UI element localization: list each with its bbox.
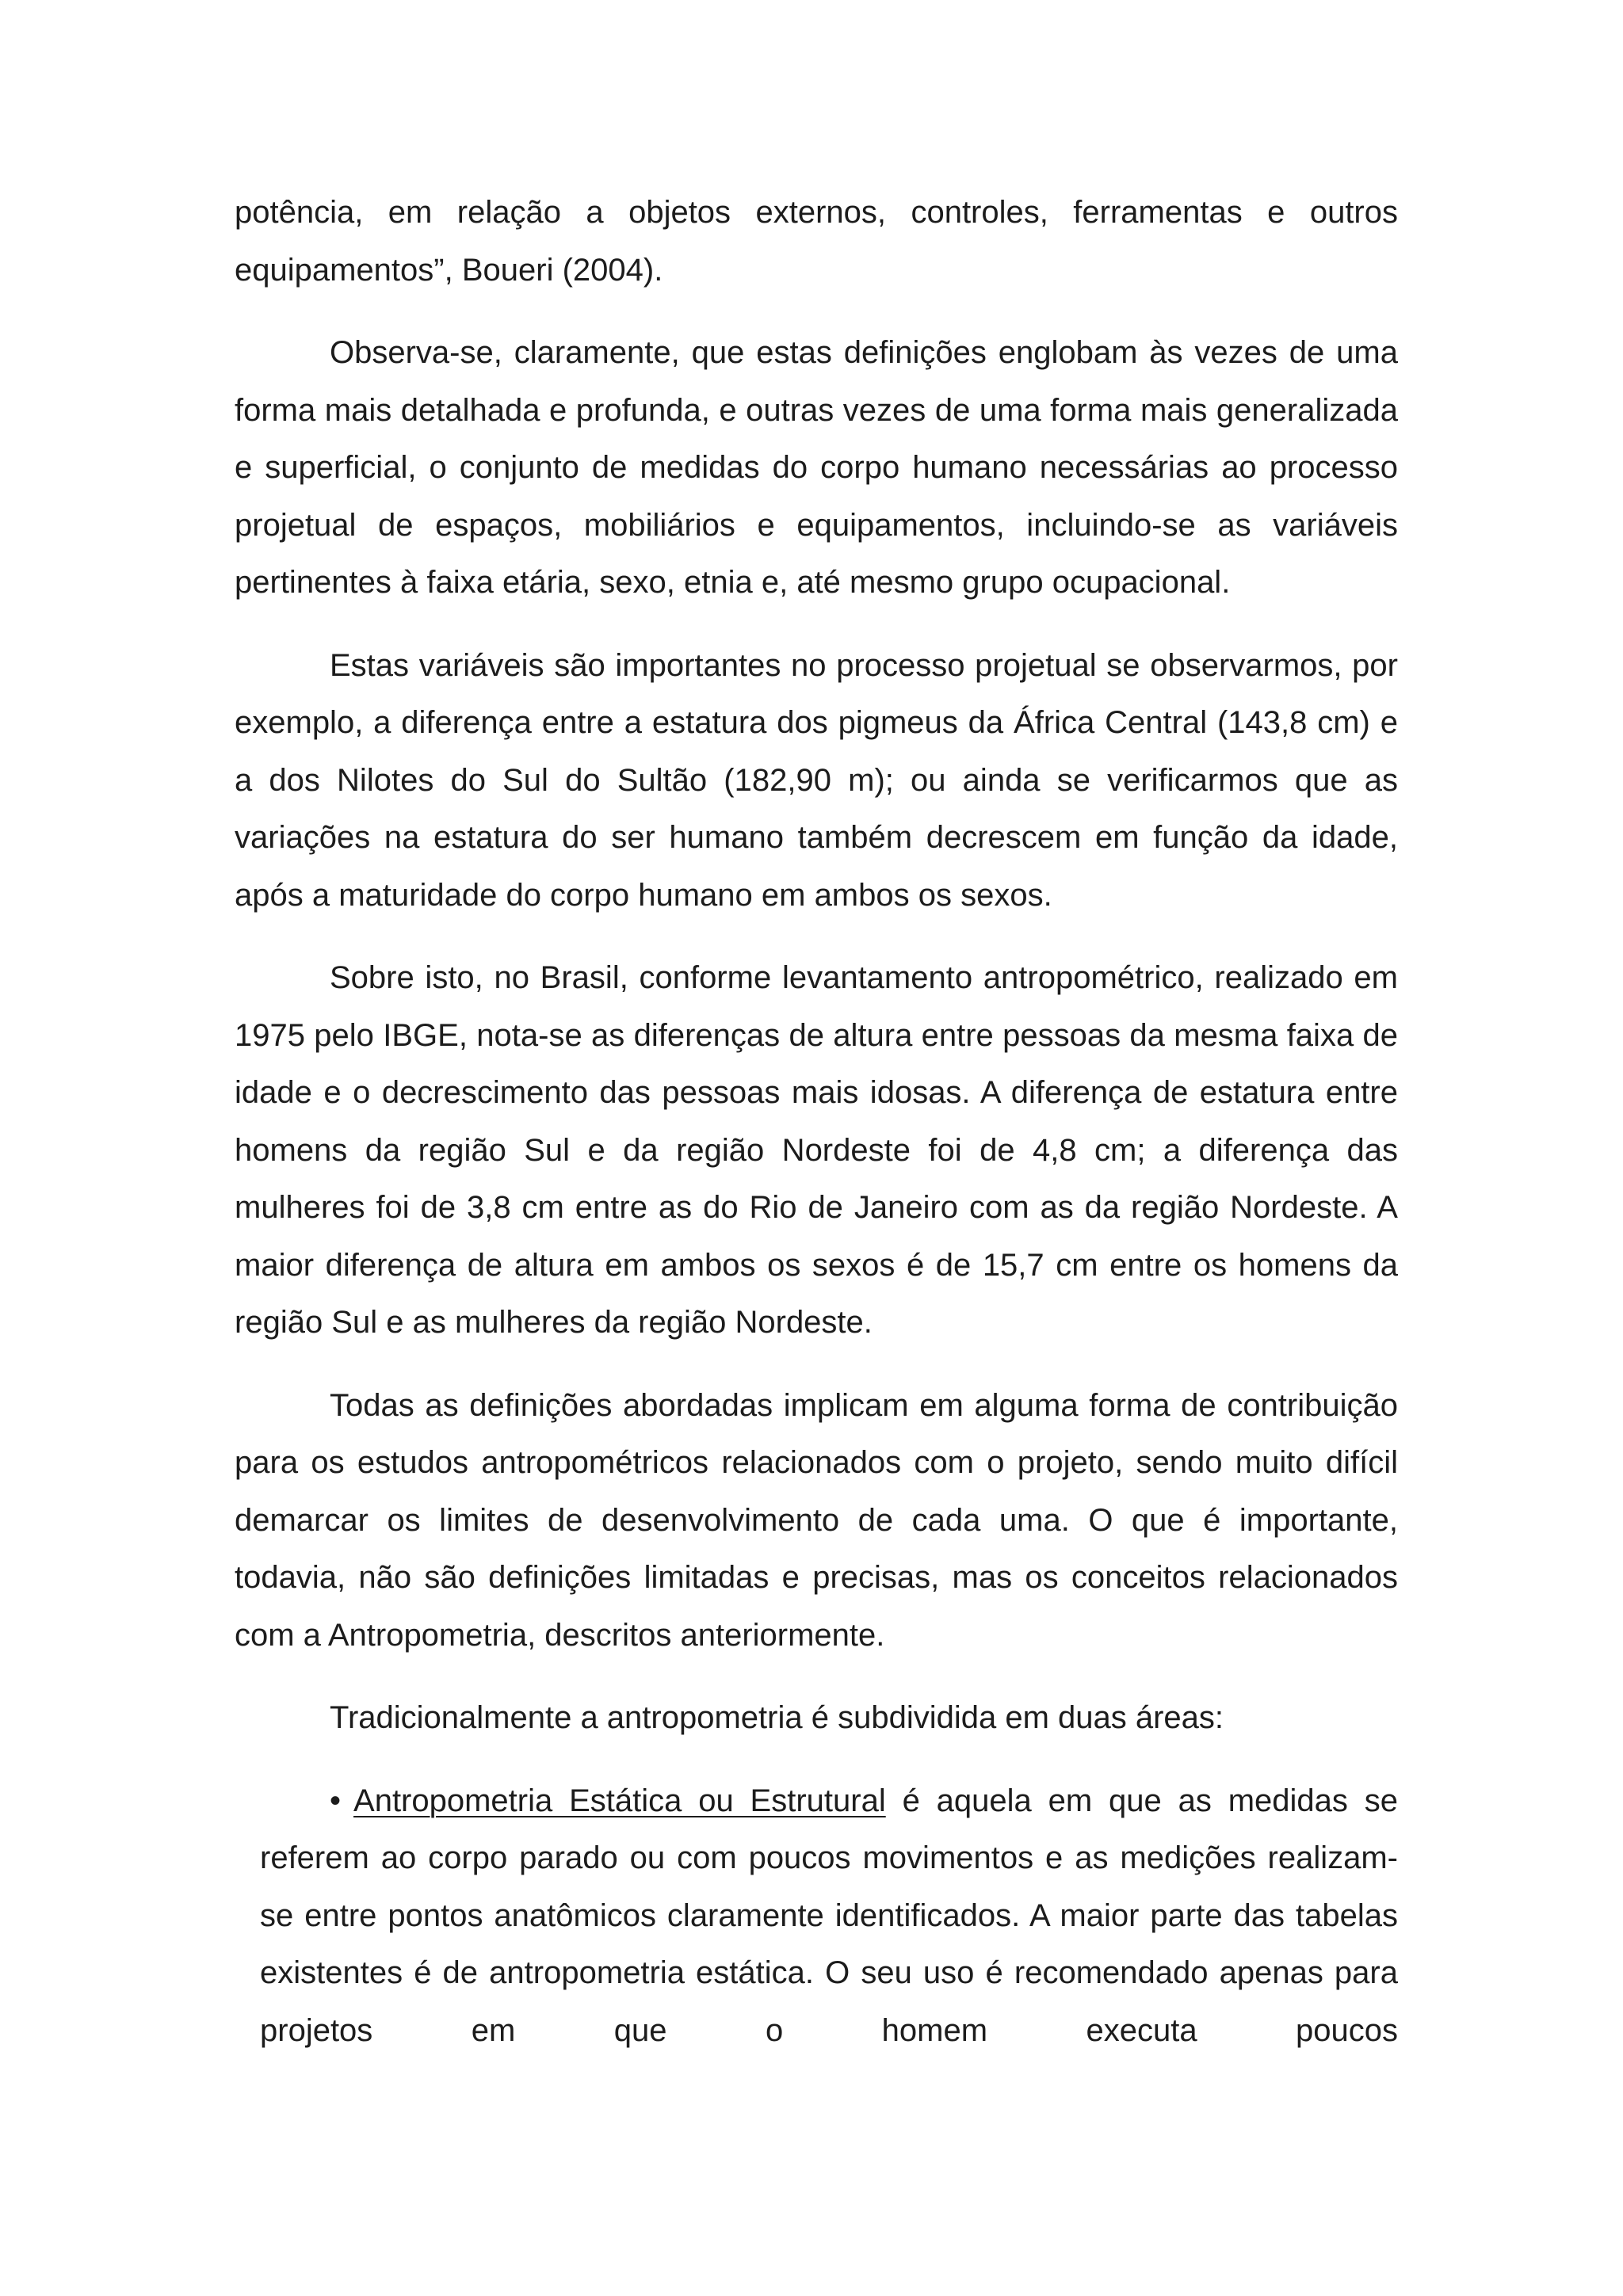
bullet-mark: • [330,1783,342,1818]
paragraph-5: Tradicionalmente a antropometria é subdividida em duas áreas: [330,1700,1224,1735]
paragraph-4: Todas as definições abordadas implicam em alguma forma de contribuição para os estudos antropométricos relacionados com o projeto, sendo muito difícil demarcar os limites de desenvolvimento de cada uma. O que é importante, todavia, não são definições limitadas e precisas, mas os conceitos relacionados com a Antropometria, descritos anteriormente. [235,1387,1398,1653]
paragraph-1: Observa-se, claramente, que estas definições englobam às vezes de uma forma mais detalhada e profunda, e outras vezes de uma forma mais generalizada e superficial, o conjunto de medidas do corpo humano necessárias ao processo projetual de espaços, mobiliários e equipamentos, incluindo-se as variáveis pertinentes à faixa etária, sexo, etnia e, até mesmo grupo ocupacional. [235,335,1398,600]
document-body [235,184,1398,2059]
paragraph-2: Estas variáveis são importantes no processo projetual se observarmos, por exemplo, a diferença entre a estatura dos pigmeus da África Central (143,8 cm) e a dos Nilotes do Sul do Sultão (182,90 m); ou ainda se verificarmos que as variações na estatura do ser humano também decrescem em função da idade, após a maturidade do corpo humano em ambos os sexos. [235,647,1398,913]
bullet-paragraph [260,1772,1398,2060]
bullet-term: Antropometria Estática ou Estrutural [353,1783,886,1818]
paragraph-3: Sobre isto, no Brasil, conforme levantamento antropométrico, realizado em 1975 pelo IBGE, nota-se as diferenças de altura entre pessoas da mesma faixa de idade e o decrescimento das pessoas mais idosas. A diferença de estatura entre homens da região Sul e da região Nordeste foi de 4,8 cm; a diferença das mulheres foi de 3,8 cm entre as do Rio de Janeiro com as da região Nordeste. A maior diferença de altura em ambos os sexos é de 15,7 cm entre os homens da região Sul e as mulheres da região Nordeste. [235,960,1398,1340]
bullet-text: é aquela em que as medidas se referem ao corpo parado ou com poucos movimentos e as medições realizam-se entre pontos anatômicos claramente identificados. A maior parte das tabelas existentes é de antropometria estática. O seu uso é recomendado apenas para projetos em que o homem executa poucos [260,1783,1398,2048]
paragraph-0: potência, em relação a objetos externos, controles, ferramentas e outros equipamentos”, Boueri (2004). [235,195,1398,288]
